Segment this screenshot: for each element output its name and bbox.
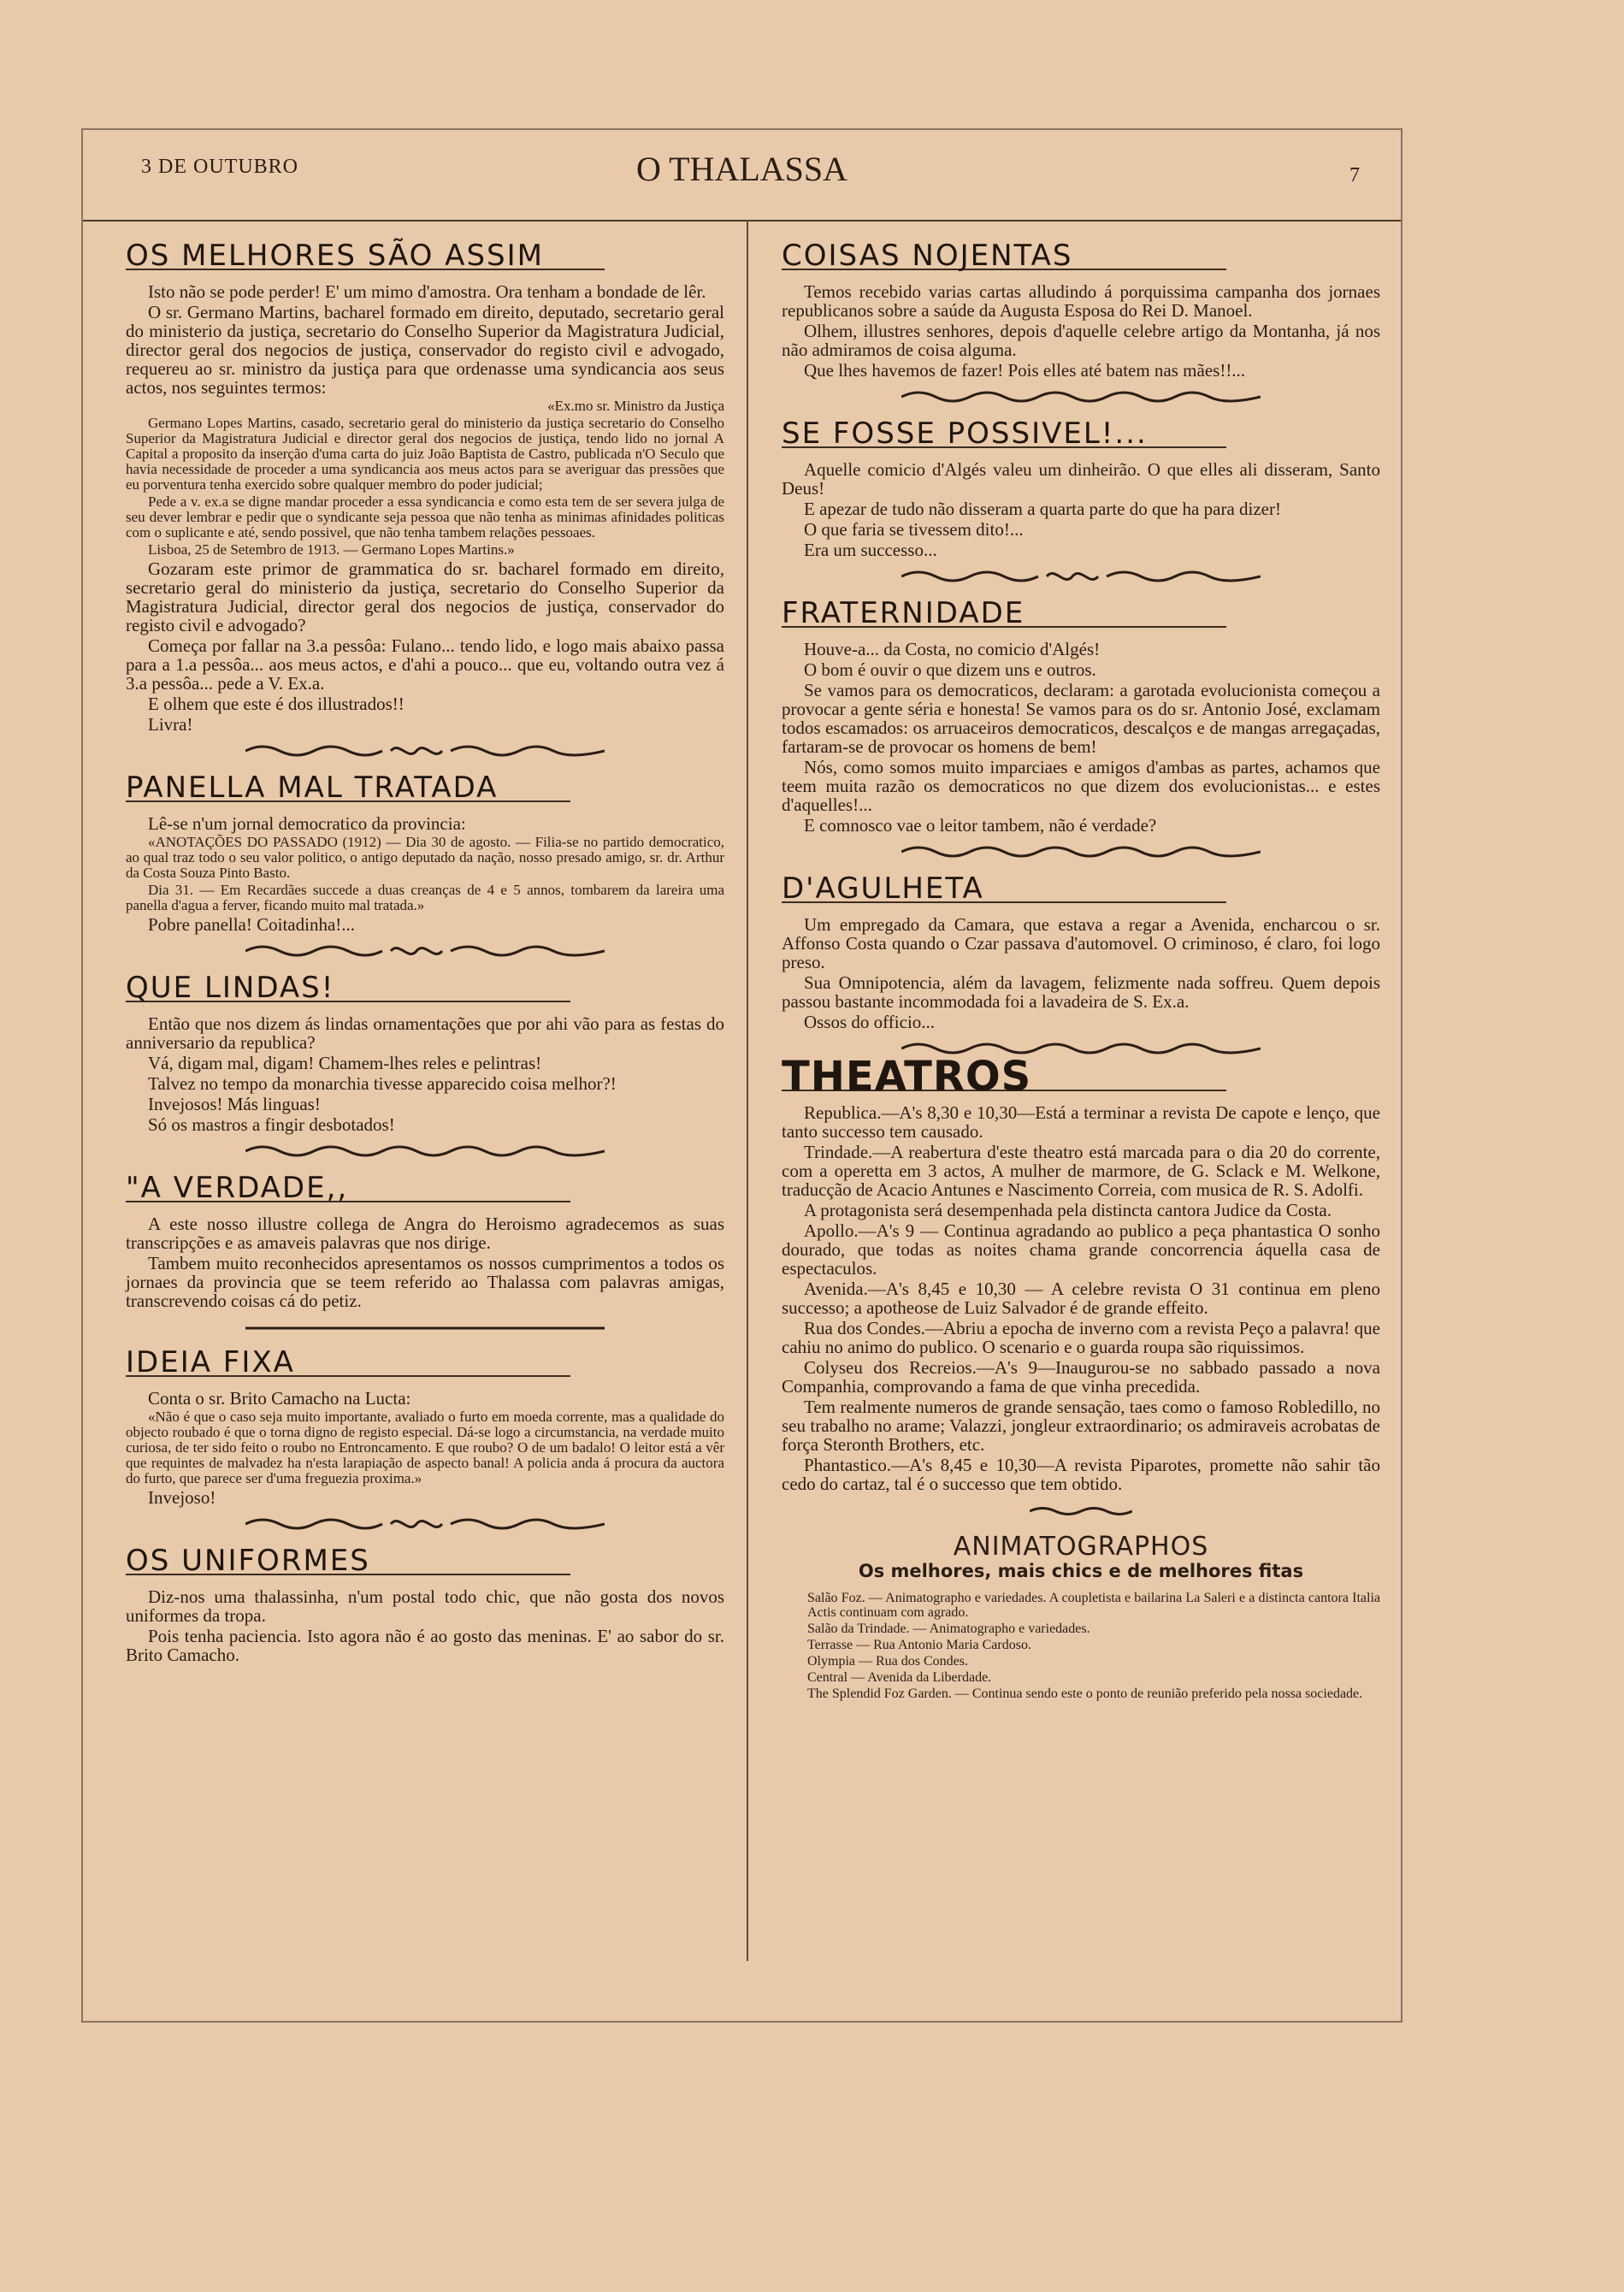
article-paragraph: Aquelle comicio d'Algés valeu um dinheirão. O que elles ali disseram, Santo Deus! (782, 459, 1380, 499)
theatre-listing: Colyseu dos Recreios.—A's 9—Inaugurou-se no sabbado passado a nova Companhia, comprovando a fama de que vinha precedida. (782, 1357, 1380, 1397)
ornament-divider (126, 742, 724, 763)
article-paragraph: Que lhes havemos de fazer! Pois elles até batem nas mães!!... (804, 360, 1246, 381)
article-paragraph: Invejosos! Más linguas! (148, 1094, 321, 1114)
article-title: OS MELHORES SÃO ASSIM (126, 239, 544, 273)
ornament-divider (782, 568, 1380, 588)
cinema-listing: Olympia — Rua dos Condes. (807, 1654, 968, 1669)
article-paragraph: Nós, como somos muito imparciaes e amigos d'ambas as partes, achamos que teem muita razão os democraticos no que dizem dos evolucionistas... e estes d'aquelles!... (782, 757, 1380, 815)
ornament-divider (126, 1143, 724, 1163)
quote-signature: Lisboa, 25 de Setembro de 1913. — Germano Lopes Martins.» (148, 541, 515, 558)
ornament-divider (126, 942, 724, 963)
article-title: QUE LINDAS! (126, 971, 335, 1005)
quote-paragraph: Pede a v. ex.a se digne mandar proceder a essa syndicancia e como esta tem de ser severa julga de seu dever lembrar e pedir que o syndicante seja pessoa que não tenha as minimas afinidades politicas com o suplicante e até, sendo possivel, que não tenha tambem relações pessoaes. (126, 493, 724, 541)
quote-salutation: «Ex.mo sr. Ministro da Justiça (547, 398, 724, 414)
article-paragraph: Então que nos dizem ás lindas ornamentações que por ahi vão para as festas do anniversario da republica? (126, 1013, 724, 1053)
cinema-listing: Terrasse — Rua Antonio Maria Cardoso. (807, 1638, 1031, 1652)
article-paragraph: O que faria se tivessem dito!... (804, 519, 1024, 540)
quote-paragraph: «Não é que o caso seja muito importante, avaliado o furto em moeda corrente, mas a qualidade do objecto roubado é que o torna digno de registo especial. Dá-se logo a circumstancia, na verdade muito curiosa, de ter sido feito o roubo no Entroncamento. E que roubo? O de um badalo! O leitor está a vêr que requintes de malvadez ha n'esta larapiação de aspecto banal! A policia anda á procura da auctora do furto, que parece ser d'uma freguezia proxima.» (126, 1409, 724, 1486)
left-column (126, 231, 724, 1987)
article-paragraph: E apezar de tudo não disseram a quarta parte do que ha para dizer! (804, 499, 1281, 519)
article-title: FRATERNIDADE (782, 596, 1025, 630)
newspaper-title: O THALASSA (635, 150, 848, 188)
section-subtitle: Os melhores, mais chics e de melhores fitas (858, 1561, 1304, 1581)
theatre-listing: Apollo.—A's 9 — Continua agradando ao publico a peça phantastica O sonho dourado, que todas as noites chama grande concorrencia áquella casa de espectaculos. (782, 1220, 1380, 1279)
theatre-listing: Trindade.—A reabertura d'este theatro está marcada para o dia 20 do corrente, com a operetta em 3 actos, A mulher de marmore, de G. Sclack e M. Welkone, traducção de Acacio Antunes e Nascimento Correia, com musica de R. S. Adolfi. (782, 1142, 1380, 1200)
cinema-listing: Central — Avenida da Liberdade. (807, 1670, 992, 1685)
quote-paragraph: «ANOTAÇÕES DO PASSADO (1912) — Dia 30 de agosto. — Filia-se no partido democratico, ao qual traz todo o seu valor politico, o antigo deputado da nação, nosso presado amigo, sr. dr. Arthur da Costa Souza Pinto Basto. (126, 834, 724, 881)
article-paragraph: Vá, digam mal, digam! Chamem-lhes reles e pelintras! (148, 1053, 542, 1073)
article-paragraph: Só os mastros a fingir desbotados! (148, 1114, 395, 1135)
article-paragraph: Pois tenha paciencia. Isto agora não é ao gosto das meninas. E' ao sabor do sr. Brito Camacho. (126, 1626, 724, 1665)
issue-date: 3 DE OUTUBRO (141, 156, 298, 178)
article-paragraph: Lê-se n'um jornal democratico da provincia: (148, 813, 466, 834)
theatre-listing: Tem realmente numeros de grande sensação, taes como o famoso Robledillo, no seu trabalho no arame; Valazzi, jongleur extraordinario; os admiraveis acrobatas de força Steronth Brothers, etc. (782, 1397, 1380, 1455)
article-title: SE FOSSE POSSIVEL!... (782, 416, 1148, 451)
ornament-divider (782, 1502, 1380, 1521)
article-paragraph: Ossos do officio... (804, 1012, 936, 1032)
cinema-listing: Salão da Trindade. — Animatographo e variedades. (807, 1622, 1090, 1636)
article-title: D'AGULHETA (782, 871, 984, 906)
page-number: 7 (1349, 164, 1360, 186)
article-paragraph: Começa por fallar na 3.a pessôa: Fulano... tendo lido, e logo mais abaixo passa para a 1.a pessôa... aos meus actos, e d'ahi a pouco... que eu, voltando outra vez á 3.a pessôa... pede a V. Ex.a. (126, 635, 724, 694)
article-paragraph: Era um successo... (804, 540, 937, 560)
article-paragraph: E olhem que este é dos illustrados!! (148, 694, 405, 714)
ornament-divider (782, 843, 1380, 864)
article-paragraph: E comnosco vae o leitor tambem, não é verdade? (804, 815, 1157, 836)
article-paragraph: A este nosso illustre collega de Angra do Heroismo agradecemos as suas transcripções e as amaveis palavras que nos dirige. (126, 1214, 724, 1253)
article-paragraph: O bom é ouvir o que dizem uns e outros. (804, 659, 1096, 680)
article-title: COISAS NOJENTAS (782, 239, 1073, 273)
theatre-listing: Republica.—A's 8,30 e 10,30—Está a terminar a revista De capote e lenço, que tanto successo tem causado. (782, 1102, 1380, 1142)
article-paragraph: Sua Omnipotencia, além da lavagem, felizmente nada soffreu. Quem depois passou bastante incommodada foi a lavadeira de S. Ex.a. (782, 972, 1380, 1012)
ornament-divider (126, 1515, 724, 1536)
article-title: OS UNIFORMES (126, 1544, 370, 1578)
article-paragraph: Diz-nos uma thalassinha, n'um postal todo chic, que não gosta dos novos uniformes da tropa. (126, 1586, 724, 1626)
article-paragraph: Pobre panella! Coitadinha!... (148, 914, 356, 935)
theatre-listing: Phantastico.—A's 8,45 e 10,30—A revista Piparotes, promette não sahir tão cedo do cartaz, tal é o successo que tem obtido. (782, 1455, 1380, 1494)
article-paragraph: Talvez no tempo da monarchia tivesse apparecido coisa melhor?! (148, 1073, 617, 1094)
article-title: "A VERDADE,, (126, 1171, 349, 1205)
article-paragraph: Olhem, illustres senhores, depois d'aquelle celebre artigo da Montanha, já nos não admiramos de coisa alguma. (782, 321, 1380, 360)
ornament-divider (782, 388, 1380, 409)
cinema-listing: Salão Foz. — Animatographo e variedades. A coupletista e bailarina La Saleri e a distincta cantora Italia Actis continuam com agrado. (807, 1591, 1380, 1620)
article-paragraph: O sr. Germano Martins, bacharel formado em direito, deputado, secretario geral do ministerio da justiça, secretario do Conselho Superior da Magistratura Judicial, director geral dos negocios de justiça, conservador do registo civil e advogado, requereu ao sr. ministro da justiça para que ordenasse uma syndicancia aos seus actos, nos seguintes termos: (126, 302, 724, 398)
right-column (782, 231, 1380, 1987)
article-paragraph: Um empregado da Camara, que estava a regar a Avenida, encharcou o sr. Affonso Costa quando o Czar passava d'automovel. O criminoso, é claro, foi logo preso. (782, 914, 1380, 972)
section-title: ANIMATOGRAPHOS (953, 1532, 1209, 1562)
article-paragraph: Gozaram este primor de grammatica do sr. bacharel formado em direito, secretario geral do ministerio da justiça, secretario do Conselho Superior da Magistratura Judicial, director geral dos negocios de justiça, conservador do registo civil e advogado? (126, 558, 724, 635)
article-paragraph: Se vamos para os democraticos, declaram: a garotada evolucionista começou a provocar a gente séria e honesta! Se vamos para os do sr. Antonio José, exclamam todos escamados: os arruaceiros democraticos, descalços e de mangas arregaçadas, fartaram-se de provocar os homens de bem! (782, 680, 1380, 757)
column-divider (747, 220, 748, 1961)
article-paragraph: Houve-a... da Costa, no comicio d'Algés! (804, 639, 1101, 659)
article-paragraph: Tambem muito reconhecidos apresentamos os nossos cumprimentos a todos os jornaes da provincia que se teem referido ao Thalassa com palavras amigas, transcrevendo coisas cá do petiz. (126, 1253, 724, 1311)
theatre-listing: A protagonista será desempenhada pela distincta cantora Judice da Costa. (804, 1200, 1332, 1220)
ornament-divider (126, 1319, 724, 1338)
article-paragraph: Invejoso! (148, 1487, 216, 1508)
newspaper-page (81, 128, 1403, 2023)
quote-paragraph: Germano Lopes Martins, casado, secretario geral do ministerio da justiça secretario do Conselho Superior da Magistratura Judicial e director geral dos negocios de justiça, tendo lido no jornal A Capital a proposito da inserção d'uma carta do juiz João Baptista de Castro, publicada n'O Seculo que havia necessidade de proceder a uma syndicancia aos meus actos para se averiguar das pressões que eu porventura tenha exercido sobre qualquer membro do poder judicial; (126, 415, 724, 493)
cinema-listing: The Splendid Foz Garden. — Continua sendo este o ponto de reunião preferido pela nossa sociedade. (807, 1687, 1363, 1701)
theatre-listing: Avenida.—A's 8,45 e 10,30 — A celebre revista O 31 continua em pleno successo; a apotheose de Luiz Salvador é de grande effeito. (782, 1279, 1380, 1318)
quote-paragraph: Dia 31. — Em Recardães succede a duas creanças de 4 e 5 annos, tombarem da lareira uma panella d'agua a ferver, ficando muito mal tratada.» (126, 882, 724, 913)
article-paragraph: Isto não se pode perder! E' um mimo d'amostra. Ora tenham a bondade de lêr. (148, 281, 706, 302)
theatre-listing: Rua dos Condes.—Abriu a epocha de inverno com a revista Peço a palavra! que cahiu no animo do publico. O scenario e o guarda roupa são riquissimos. (782, 1318, 1380, 1357)
article-paragraph: Livra! (148, 714, 193, 735)
article-title: PANELLA MAL TRATADA (126, 771, 499, 805)
article-paragraph: Conta o sr. Brito Camacho na Lucta: (148, 1388, 411, 1409)
article-paragraph: Temos recebido varias cartas alludindo á porquissima campanha dos jornaes republicanos sobre a saúde da Augusta Esposa do Rei D. Manoel. (782, 281, 1380, 321)
article-title: THEATROS (782, 1053, 1032, 1101)
article-title: IDEIA FIXA (126, 1345, 295, 1379)
masthead (83, 130, 1401, 222)
